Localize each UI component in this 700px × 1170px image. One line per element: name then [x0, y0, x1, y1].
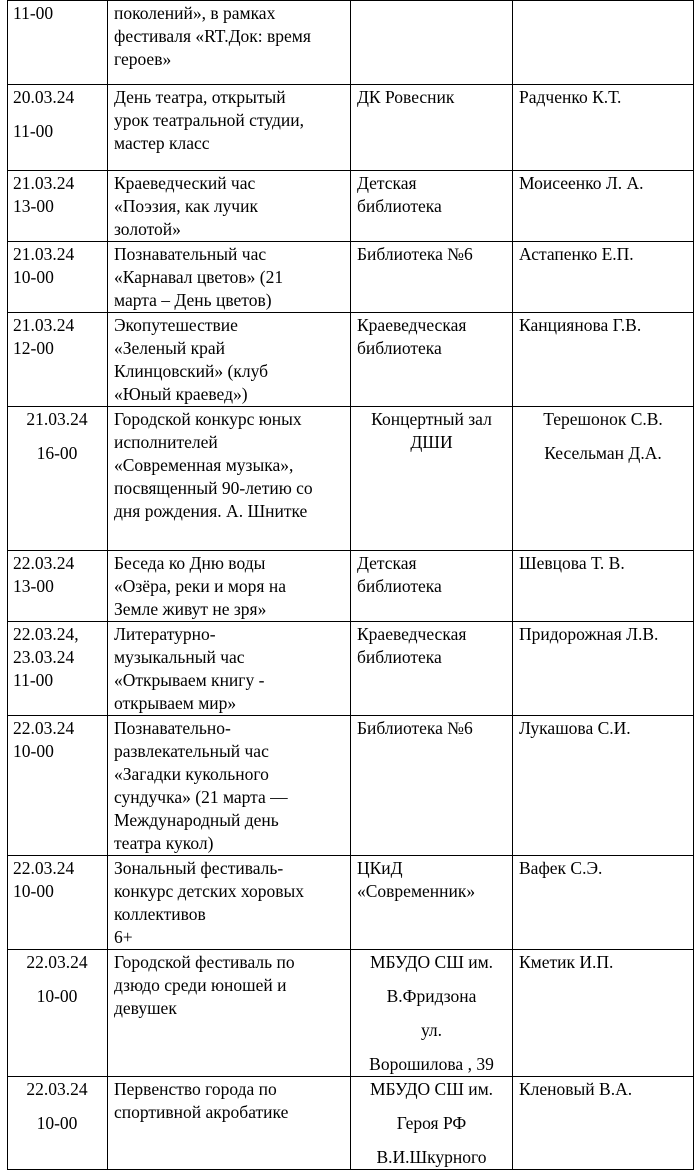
event-cell — [108, 622, 351, 716]
place-line: библиотека — [357, 576, 442, 596]
event-cell — [108, 716, 351, 856]
table-row — [8, 171, 694, 242]
date-cell — [8, 85, 108, 171]
event-line: фестиваля «RT.Док: время — [114, 26, 311, 46]
place-cell — [351, 171, 513, 242]
place-line: Детская — [357, 173, 417, 193]
place-line: библиотека — [357, 196, 442, 216]
event-line: Литературно- — [114, 624, 216, 644]
person-cell — [513, 622, 694, 716]
person-cell — [513, 1077, 694, 1170]
person-line: Моисеенко Л. А. — [519, 173, 644, 193]
event-line: мастер класс — [114, 133, 210, 153]
place-line: ДШИ — [410, 432, 453, 452]
event-line: «Современная музыка», — [114, 455, 294, 475]
event-line: Зональный фестиваль- — [114, 858, 284, 878]
event-line: исполнителей — [114, 432, 218, 452]
table-row — [8, 950, 694, 1077]
event-cell — [108, 856, 351, 950]
event-cell — [108, 171, 351, 242]
event-line: урок театральной студии, — [114, 110, 305, 130]
table-row — [8, 551, 694, 622]
date-line: 11-00 — [13, 3, 54, 23]
date-line: 22.03.24 — [13, 553, 75, 573]
date-line: 21.03.24 — [26, 409, 88, 429]
place-line: Детская — [357, 553, 417, 573]
event-line: Первенство города по — [114, 1079, 277, 1099]
date-line: 23.03.24 — [13, 647, 75, 667]
event-line: героев» — [114, 49, 172, 69]
event-line: музыкальный час — [114, 647, 245, 667]
place-cell — [351, 407, 513, 551]
date-cell — [8, 242, 108, 313]
event-line: «Юный краевед») — [114, 384, 248, 404]
person-cell — [513, 551, 694, 622]
date-cell — [8, 950, 108, 1077]
place-cell — [351, 1077, 513, 1170]
place-cell — [351, 622, 513, 716]
event-cell — [108, 1, 351, 85]
person-line: Лукашова С.И. — [519, 718, 631, 738]
event-cell — [108, 551, 351, 622]
event-line: 6+ — [114, 927, 133, 947]
table-row — [8, 407, 694, 551]
event-line: открываем мир» — [114, 693, 237, 713]
schedule-table — [7, 0, 694, 1170]
event-line: развлекательный час — [114, 741, 269, 761]
date-line: 21.03.24 — [13, 244, 75, 264]
place-line: ЦКиД — [357, 858, 403, 878]
event-line: Клинцовский» (клуб — [114, 361, 269, 381]
event-cell — [108, 950, 351, 1077]
event-cell — [108, 407, 351, 551]
date-cell — [8, 856, 108, 950]
event-line: поколений», в рамках — [114, 3, 276, 23]
place-line: Краеведческая — [357, 624, 467, 644]
person-line: Кметик И.П. — [519, 952, 614, 972]
date-line: 10-00 — [36, 1113, 78, 1133]
table-row — [8, 1077, 694, 1170]
event-line: «Поэзия, как лучик — [114, 196, 258, 216]
date-line: 20.03.24 — [13, 87, 75, 107]
person-line: Шевцова Т. В. — [519, 553, 625, 573]
date-cell — [8, 551, 108, 622]
event-line: Краеведческий час — [114, 173, 256, 193]
date-cell — [8, 313, 108, 407]
table-row — [8, 313, 694, 407]
event-line: Беседа ко Дню воды — [114, 553, 266, 573]
place-cell — [351, 716, 513, 856]
date-line: 11-00 — [13, 670, 54, 690]
table-row — [8, 622, 694, 716]
table-row — [8, 242, 694, 313]
table-row — [8, 716, 694, 856]
event-line: День театра, открытый — [114, 87, 286, 107]
date-line: 13-00 — [13, 576, 54, 596]
person-line: Кленовый В.А. — [519, 1079, 633, 1099]
date-cell — [8, 1077, 108, 1170]
place-line: Героя РФ — [396, 1113, 467, 1133]
person-line: Радченко К.Т. — [519, 87, 622, 107]
date-line: 10-00 — [13, 267, 54, 287]
event-line: «Озёра, реки и моря на — [114, 576, 286, 596]
event-line: «Карнавал цветов» (21 — [114, 267, 284, 287]
event-line: Городской конкурс юных — [114, 409, 302, 429]
person-line: Вафек С.Э. — [519, 858, 603, 878]
event-line: Городской фестиваль по — [114, 952, 295, 972]
event-line: сундучка» (21 марта — — [114, 787, 288, 807]
date-line: 21.03.24 — [13, 315, 75, 335]
date-line: 22.03.24 — [26, 1079, 88, 1099]
event-line: «Открываем книгу - — [114, 670, 265, 690]
event-cell — [108, 1077, 351, 1170]
event-cell — [108, 242, 351, 313]
person-line: Астапенко Е.П. — [519, 244, 634, 264]
person-cell — [513, 85, 694, 171]
event-line: золотой» — [114, 219, 181, 239]
place-cell — [351, 856, 513, 950]
place-line: Ворошилова , 39 — [369, 1054, 494, 1074]
event-line: дня рождения. А. Шнитке — [114, 501, 308, 521]
event-line: коллективов — [114, 904, 206, 924]
date-line: 22.03.24 — [13, 718, 75, 738]
person-line: Кесельман Д.А. — [544, 443, 662, 463]
event-line: Международный день — [114, 810, 279, 830]
place-cell — [351, 313, 513, 407]
place-line: Концертный зал — [371, 409, 492, 429]
place-line: В.И.Шкурного — [376, 1147, 487, 1167]
person-cell — [513, 856, 694, 950]
date-cell — [8, 1, 108, 85]
date-cell — [8, 716, 108, 856]
person-cell — [513, 171, 694, 242]
event-cell — [108, 85, 351, 171]
event-line: «Загадки кукольного — [114, 764, 269, 784]
event-line: «Зеленый край — [114, 338, 226, 358]
person-line: Терешонок С.В. — [543, 409, 663, 429]
event-line: конкурс детских хоровых — [114, 881, 305, 901]
date-line: 10-00 — [13, 741, 54, 761]
place-line: МБУДО СШ им. — [369, 1079, 494, 1099]
place-cell — [351, 1, 513, 85]
event-line: театра кукол) — [114, 833, 214, 853]
person-cell — [513, 242, 694, 313]
table-row — [8, 1, 694, 85]
place-cell — [351, 85, 513, 171]
place-line: библиотека — [357, 647, 442, 667]
event-line: дзюдо среди юношей и — [114, 975, 287, 995]
event-line: девушек — [114, 998, 177, 1018]
date-line: 10-00 — [13, 881, 54, 901]
date-line: 11-00 — [13, 121, 54, 141]
person-cell — [513, 1, 694, 85]
place-line: Краеведческая — [357, 315, 467, 335]
date-cell — [8, 171, 108, 242]
schedule-body — [8, 1, 694, 1170]
place-line: библиотека — [357, 338, 442, 358]
event-line: марта – День цветов) — [114, 290, 272, 310]
date-line: 10-00 — [36, 986, 78, 1006]
date-cell — [8, 407, 108, 551]
place-line: Библиотека №6 — [357, 244, 473, 264]
event-line: спортивной акробатике — [114, 1102, 289, 1122]
event-line: посвященный 90-летию со — [114, 478, 313, 498]
person-cell — [513, 407, 694, 551]
event-line: Познавательный час — [114, 244, 267, 264]
person-cell — [513, 313, 694, 407]
person-line: Канциянова Г.В. — [519, 315, 642, 335]
date-line: 22.03.24 — [26, 952, 88, 972]
date-line: 22.03.24, — [13, 624, 79, 644]
person-cell — [513, 716, 694, 856]
place-line: Библиотека №6 — [357, 718, 473, 738]
event-cell — [108, 313, 351, 407]
date-line: 12-00 — [13, 338, 54, 358]
person-line: Придорожная Л.В. — [519, 624, 659, 644]
place-cell — [351, 242, 513, 313]
table-row — [8, 856, 694, 950]
place-line: ДК Ровесник — [357, 87, 455, 107]
place-cell — [351, 950, 513, 1077]
place-line: ул. — [420, 1020, 443, 1040]
place-line: В.Фридзона — [386, 986, 477, 1006]
date-line: 13-00 — [13, 196, 54, 216]
date-line: 21.03.24 — [13, 173, 75, 193]
date-line: 22.03.24 — [13, 858, 75, 878]
person-cell — [513, 950, 694, 1077]
event-line: Экопутешествие — [114, 315, 238, 335]
date-line: 16-00 — [36, 443, 78, 463]
date-cell — [8, 622, 108, 716]
place-line: «Современник» — [357, 881, 476, 901]
place-cell — [351, 551, 513, 622]
table-row — [8, 85, 694, 171]
event-line: Земле живут не зря» — [114, 599, 267, 619]
place-line: МБУДО СШ им. — [369, 952, 494, 972]
event-line: Познавательно- — [114, 718, 231, 738]
